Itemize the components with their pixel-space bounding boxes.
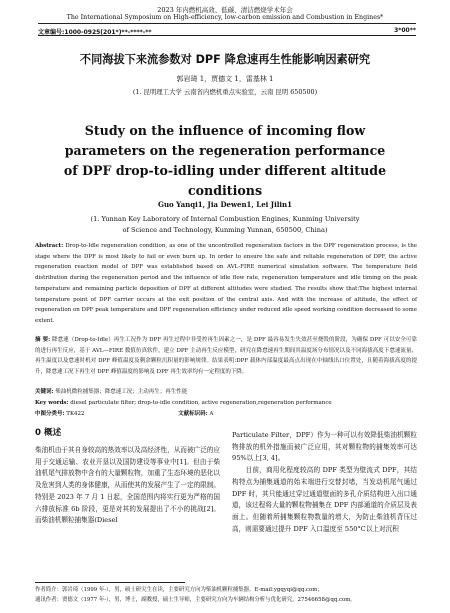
conference-header-en: The International Symposium on High-efficiency, low-carbon emission and Combustion in Engines* [66, 14, 384, 21]
keywords-en-label: Key words: [35, 400, 69, 406]
keywords-en-text: diesel particulate filter; drop-to-idle condition, active regeneration,regeneration performance [70, 400, 332, 406]
section-heading: 0 概述 [35, 428, 62, 438]
header-rule [38, 23, 416, 24]
doc-code-label: 文献标识码: [178, 411, 208, 417]
footnote-rule [35, 582, 185, 583]
english-affiliation: (1. Yunnan Key Laboratory of Internal Combustion Engines, Kunming University of Science and Technology, Kunming Yunnan, 650500, China) [90, 215, 360, 234]
left-column-text: 柴油机由于其自身较高的热效率以及高经济性，从而被广泛的应用于交通运输、农业开垦以及国防建设等事业中[1]。但由于柴油机尾气排放物中含有的大量颗粒物，加重了生态环境的恶化以及危害到人类的身体健康，从而使其的发展产生了一定的限制。特别是 2023 年 7 月 1 日起，全国范围内将实行更为严格的国六排放标准 6b 阶段，更是对其的发展提出了不小的挑战[2]。而柴油机颗粒捕集器(Diesel [35, 446, 220, 525]
english-abstract [35, 241, 417, 327]
clc-value: TK422 [66, 411, 85, 417]
page-number: 3*00** [394, 27, 416, 34]
footnote-author: 作者简介：郭岩琦（1999 年-），男，硕士研究生在读，主要研究方向为柴油机颗粒捕集器。E-mail:ygqyqi@qq.com； [35, 587, 323, 593]
abstract-label: Abstract: [35, 243, 64, 249]
conference-header-cn: 2023 年内燃机高效、低碳、清洁燃烧学术年会 [157, 6, 293, 14]
chinese-authors: 郭岩琦 1，贾德文 1，雷基林 1 [176, 75, 274, 83]
cn-abstract-text: 降怠速（Drop-to-Idle）再生工况作为 DPF 再生过程中非受控再生因素之一，是 DPF 最容易发生失效甚至烧毁的阶段，为确保 DPF 可以安全可靠的进行再生反应，基于 AVL—FIRE 数值仿真软件，建立 DPF 主动再生反应模型，研究在降怠速再生期间其温度场分布情况以及不同海拔高度下怠速流量、再生温度以及怠速时机对 DPF 峰值温度及剩余颗粒沉积量的影响规律。结果表明:DPF 载体内部温度最高点出现在中轴线出口位置处，且随着海拔高度的提升，降怠速工况下再生对 DPF 峰值温度的影响及 DPF 再生效率均有一定程度的下降。 [35, 337, 417, 376]
keywords-cn [35, 387, 417, 398]
english-authors: Guo Yanqi1, Jia Dewen1, Lei Jilin1 [157, 200, 293, 209]
english-title: Study on the influence of incoming flow parameters on the regeneration performance of DPF drop-to-idling under different altitude conditions [63, 123, 387, 198]
chinese-title: 不同海拔下来流参数对 DPF 降怠速再生性能影响因素研究 [79, 53, 371, 66]
cn-abstract-label: 摘 要: [35, 337, 51, 343]
keywords-cn-label: 关键词: [35, 389, 54, 395]
right-column-text: Particulate Filter，DPF）作为一种可以有效降低柴油机颗粒物排放的机外措施而被广泛应用，其对颗粒物的捕集效率可达 95%以上[3, 4]。 目前，商用化程度较高的 DPF 类型为壁流式 DPF，其结构特点为捕集通道的始末端进行交替封堵，当发动机尾气通过 DPF 时，其只能通过穿过通道壁面的多孔介质结构进入出口通道，该过程将大量的颗粒物捕集在 DPF 内部通道的介质层及表面上。但随着所捕集颗粒物数量的增大，为防止柴油机背压过高，则需要通过提升 DPF 入口温度至 550°C以上对沉积 [232, 431, 417, 533]
chinese-affiliation: (1. 昆明理工大学 云南省内燃机重点实验室，云南 昆明 650500) [132, 88, 318, 96]
chinese-abstract [35, 335, 417, 378]
footnote-corresponding: 通讯作者：贾德文（1977 年-），男，博士，副教授，硕士生导师，主要研究方向为车辆结构分析与优化研究，27546658@qq.com。 [35, 597, 356, 603]
classification-line [35, 409, 417, 420]
header-rule-2 [38, 35, 416, 36]
article-number: 文章编号:1000-0925(201*)**-****-** [38, 29, 152, 36]
keywords-cn-text: 柴油机微粒捕集器；降怠速工况；主动再生；再生性能 [55, 389, 188, 395]
clc-label: 中图分类号: [35, 411, 65, 417]
abstract-text: Drop-to-Idle regeneration condition, as one of the uncontrolled regeneration factors in the DPF regeneration process, is the stage where the DPF is most likely to fail or even burn up. In order to ensure the safe and reliable regeneration of DPF, the active regeneration reaction model of DPF was established based on AVL-FIRE numerical simulation software. The temperature field distribution during the regeneration period and the influence of idle flow rate, regeneration temperature and idle timing on the peak temperature and remaining particle deposition of DPF at different altitudes were studied. The results show that:The highest internal temperature point of DPF carrier occurs at the exit position of the central axis. And with the increase of altitude, the effect of regeneration on DPF peak temperature and DPF regeneration efficiency under reduced idle speed working condition decreased to some extent. [35, 243, 417, 324]
keywords-en [35, 398, 417, 409]
doc-code-value: A [209, 411, 214, 417]
